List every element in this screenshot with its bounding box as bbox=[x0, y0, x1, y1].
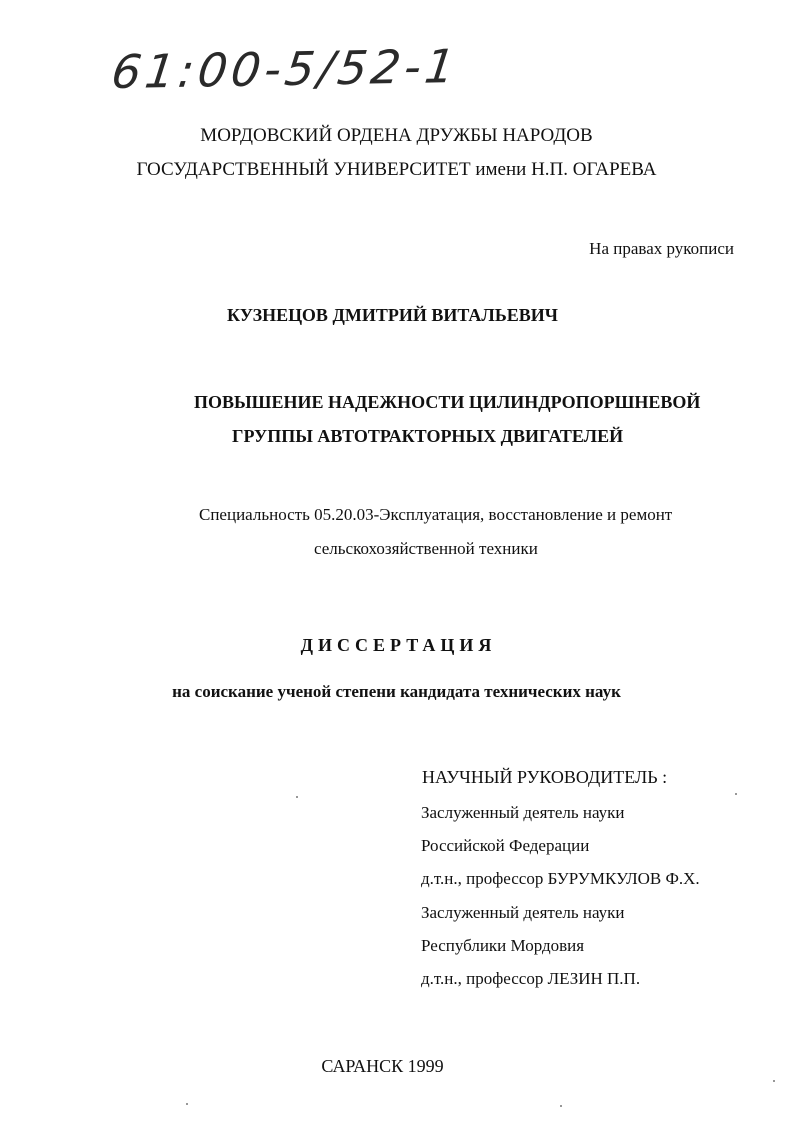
specialty-line-1: Специальность 05.20.03-Эксплуатация, восстановление и ремонт bbox=[199, 505, 673, 524]
specialty-line-2: сельскохозяйственной техники bbox=[314, 539, 538, 558]
university-line-2: ГОСУДАРСТВЕННЫЙ УНИВЕРСИТЕТ имени Н.П. ОГАРЕВА bbox=[136, 159, 657, 180]
manuscript-note: На правах рукописи bbox=[589, 239, 734, 258]
supervisor-line: Заслуженный деятель науки bbox=[421, 803, 625, 822]
thesis-title-line-1: ПОВЫШЕНИЕ НАДЕЖНОСТИ ЦИЛИНДРОПОРШНЕВОЙ bbox=[194, 392, 701, 412]
scan-speck bbox=[773, 1080, 775, 1082]
handwritten-stamp: 61:00-5/52-1 bbox=[108, 38, 462, 100]
supervisor-line: Республики Мордовия bbox=[421, 936, 585, 955]
supervisor-line: Российской Федерации bbox=[421, 836, 590, 855]
thesis-title-line-2: ГРУППЫ АВТОТРАКТОРНЫХ ДВИГАТЕЛЕЙ bbox=[232, 426, 624, 446]
scan-speck bbox=[735, 793, 737, 795]
degree-line: на соискание ученой степени кандидата технических наук bbox=[172, 682, 621, 701]
place-and-year: САРАНСК 1999 bbox=[321, 1056, 444, 1076]
supervisor-line: д.т.н., профессор ЛЕЗИН П.П. bbox=[421, 969, 641, 988]
supervisor-line: Заслуженный деятель науки bbox=[421, 903, 625, 922]
scan-speck bbox=[186, 1103, 188, 1105]
supervisor-heading: НАУЧНЫЙ РУКОВОДИТЕЛЬ : bbox=[422, 767, 668, 787]
university-line-1: МОРДОВСКИЙ ОРДЕНА ДРУЖБЫ НАРОДОВ bbox=[200, 125, 593, 146]
scan-speck bbox=[296, 796, 298, 798]
document-type: ДИССЕРТАЦИЯ bbox=[300, 635, 497, 655]
author-name: КУЗНЕЦОВ ДМИТРИЙ ВИТАЛЬЕВИЧ bbox=[227, 305, 558, 325]
supervisor-line: д.т.н., профессор БУРУМКУЛОВ Ф.Х. bbox=[421, 869, 700, 888]
scan-speck bbox=[560, 1105, 562, 1107]
